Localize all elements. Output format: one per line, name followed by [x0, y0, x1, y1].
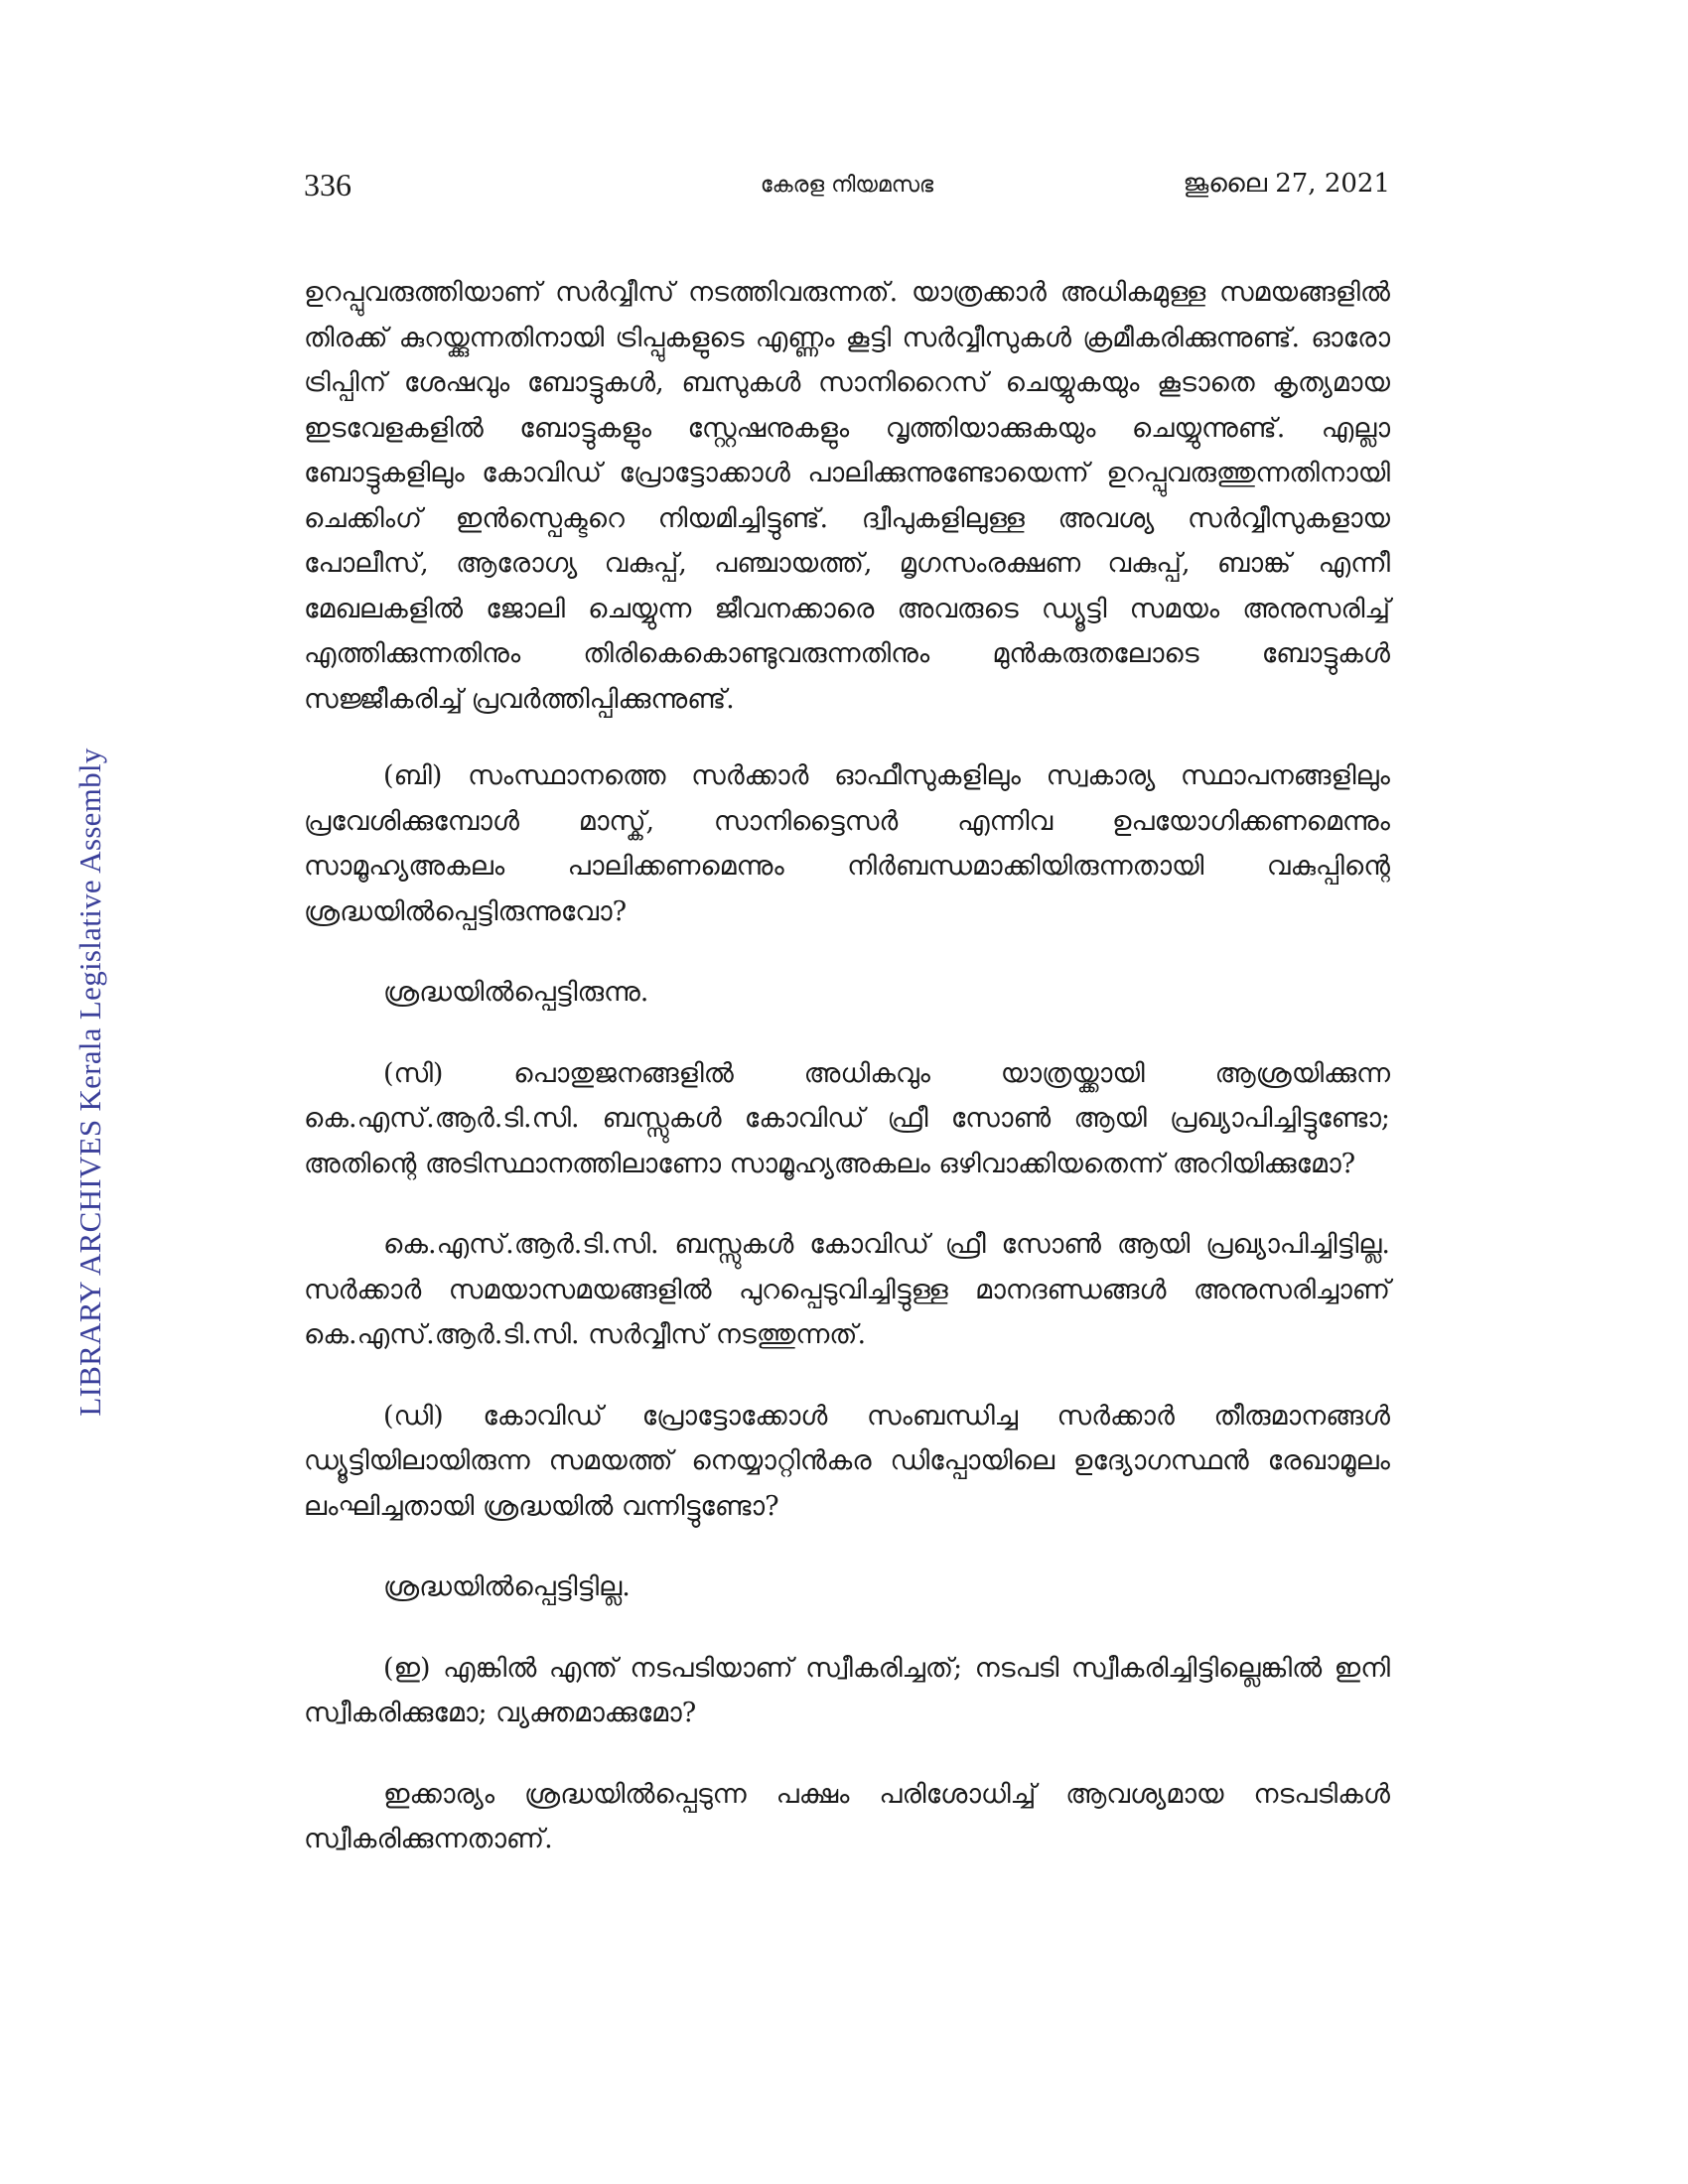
question-b: (ബി) സംസ്ഥാനത്തെ സർക്കാർ ഓഫീസുകളിലും സ്വകാര്യ സ്ഥാപനങ്ങളിലും പ്രവേശിക്കുമ്പോൾ മാസ്ക്, സാനിട്ടൈസർ എന്നിവ ഉപയോഗിക്കണമെന്നും സാമൂഹ്യഅകലം പാലിക്കണമെന്നും നിർബന്ധമാക്കിയിരുന്നതായി വകുപ്പിന്റെ ശ്രദ്ധയിൽപ്പെട്ടിരുന്നുവോ? — [304, 760, 1390, 927]
answer-c: കെ.എസ്.ആർ.ടി.സി. ബസ്സുകൾ കോവിഡ് ഫ്രീ സോൺ ആയി പ്രഖ്യാപിച്ചിട്ടില്ല. സർക്കാർ സമയാസമയങ്ങളിൽ പുറപ്പെടുവിച്ചിട്ടുള്ള മാനദണ്ഡങ്ങൾ അനുസരിച്ചാണ് കെ.എസ്.ആർ.ടി.സി. സർവ്വീസ് നടത്തുന്നത്. — [304, 1229, 1390, 1350]
answer-b: ശ്രദ്ധയിൽപ്പെട്ടിരുന്നു. — [383, 977, 649, 1008]
paragraph-continuation: ഉറപ്പുവരുത്തിയാണ് സർവ്വീസ് നടത്തിവരുന്നത്. യാത്രക്കാർ അധികമുള്ള സമയങ്ങളിൽ തിരക്ക് കുറയ്ക്കുന്നതിനായി ട്രിപ്പുകളുടെ എണ്ണം കൂട്ടി സർവ്വീസുകൾ ക്രമീകരിക്കുന്നുണ്ട്. ഓരോ ട്രിപ്പിന് ശേഷവും ബോട്ടുകൾ, ബസുകൾ സാനിറൈസ് ചെയ്യുകയും കൂടാതെ കൃത്യമായ ഇടവേളകളിൽ ബോട്ടുകളും സ്റ്റേഷനുകളും വൃത്തിയാക്കുകയും ചെയ്യുന്നുണ്ട്. എല്ലാ ബോട്ടുകളിലും കോവിഡ് പ്രോട്ടോക്കാൾ പാലിക്കുന്നുണ്ടോയെന്ന് ഉറപ്പുവരുത്തുന്നതിനായി ചെക്കിംഗ് ഇൻസ്പെക്ടറെ നിയമിച്ചിട്ടുണ്ട്. ദ്വീപുകളിലുള്ള അവശ്യ സർവ്വീസുകളായ പോലീസ്, ആരോഗ്യ വകുപ്പ്, പഞ്ചായത്ത്, മൃഗസംരക്ഷണ വകുപ്പ്, ബാങ്ക് എന്നീ മേഖലകളിൽ ജോലി ചെയ്യുന്ന ജീവനക്കാരെ അവരുടെ ഡ്യൂട്ടി സമയം അനുസരിച്ച് എത്തിക്കുന്നതിനും തിരികെകൊണ്ടുവരുന്നതിനും മുൻകരുതലോടെ ബോട്ടുകൾ സജ്ജീകരിച്ച് പ്രവർത്തിപ്പിക്കുന്നുണ്ട്. — [304, 277, 1390, 715]
page-number: 336 — [304, 167, 352, 203]
question-c: (സി) പൊതുജനങ്ങളിൽ അധികവും യാത്രയ്ക്കായി ആശ്രയിക്കുന്ന കെ.എസ്.ആർ.ടി.സി. ബസ്സുകൾ കോവിഡ് ഫ്രീ സോൺ ആയി പ്രഖ്യാപിച്ചിട്ടുണ്ടോ; അതിന്റെ അടിസ്ഥാനത്തിലാണോ സാമൂഹ്യഅകലം ഒഴിവാക്കിയതെന്ന് അറിയിക്കുമോ? — [304, 1057, 1390, 1179]
archive-watermark: LIBRARY ARCHIVES Kerala Legislative Assembly — [72, 748, 107, 1417]
answer-e: ഇക്കാര്യം ശ്രദ്ധയിൽപ്പെടുന്ന പക്ഷം പരിശോധിച്ച് ആവശ്യമായ നടപടികൾ സ്വീകരിക്കുന്നതാണ്. — [304, 1778, 1390, 1854]
header-date: ജൂലൈ 27, 2021 — [1183, 169, 1390, 199]
document-body — [304, 270, 1390, 1898]
answer-d: ശ്രദ്ധയിൽപ്പെട്ടിട്ടില്ല. — [383, 1571, 631, 1602]
question-d: (ഡി) കോവിഡ് പ്രോട്ടോക്കോൾ സംബന്ധിച്ച സർക്കാർ തീരുമാനങ്ങൾ ഡ്യൂട്ടിയിലായിരുന്ന സമയത്ത് നെയ്യാറ്റിൻകര ഡിപ്പോയിലെ ഉദ്യോഗസ്ഥൻ രേഖാമൂലം ലംഘിച്ചതായി ശ്രദ്ധയിൽ വന്നിട്ടുണ്ടോ? — [304, 1400, 1390, 1522]
question-e: (ഇ) എങ്കിൽ എന്ത് നടപടിയാണ് സ്വീകരിച്ചത്; നടപടി സ്വീകരിച്ചിട്ടില്ലെങ്കിൽ ഇനി സ്വീകരിക്കുമോ; വ്യക്തമാക്കുമോ? — [304, 1652, 1390, 1728]
running-title: കേരള നിയമസഭ — [760, 173, 934, 198]
page-header — [304, 167, 1390, 206]
